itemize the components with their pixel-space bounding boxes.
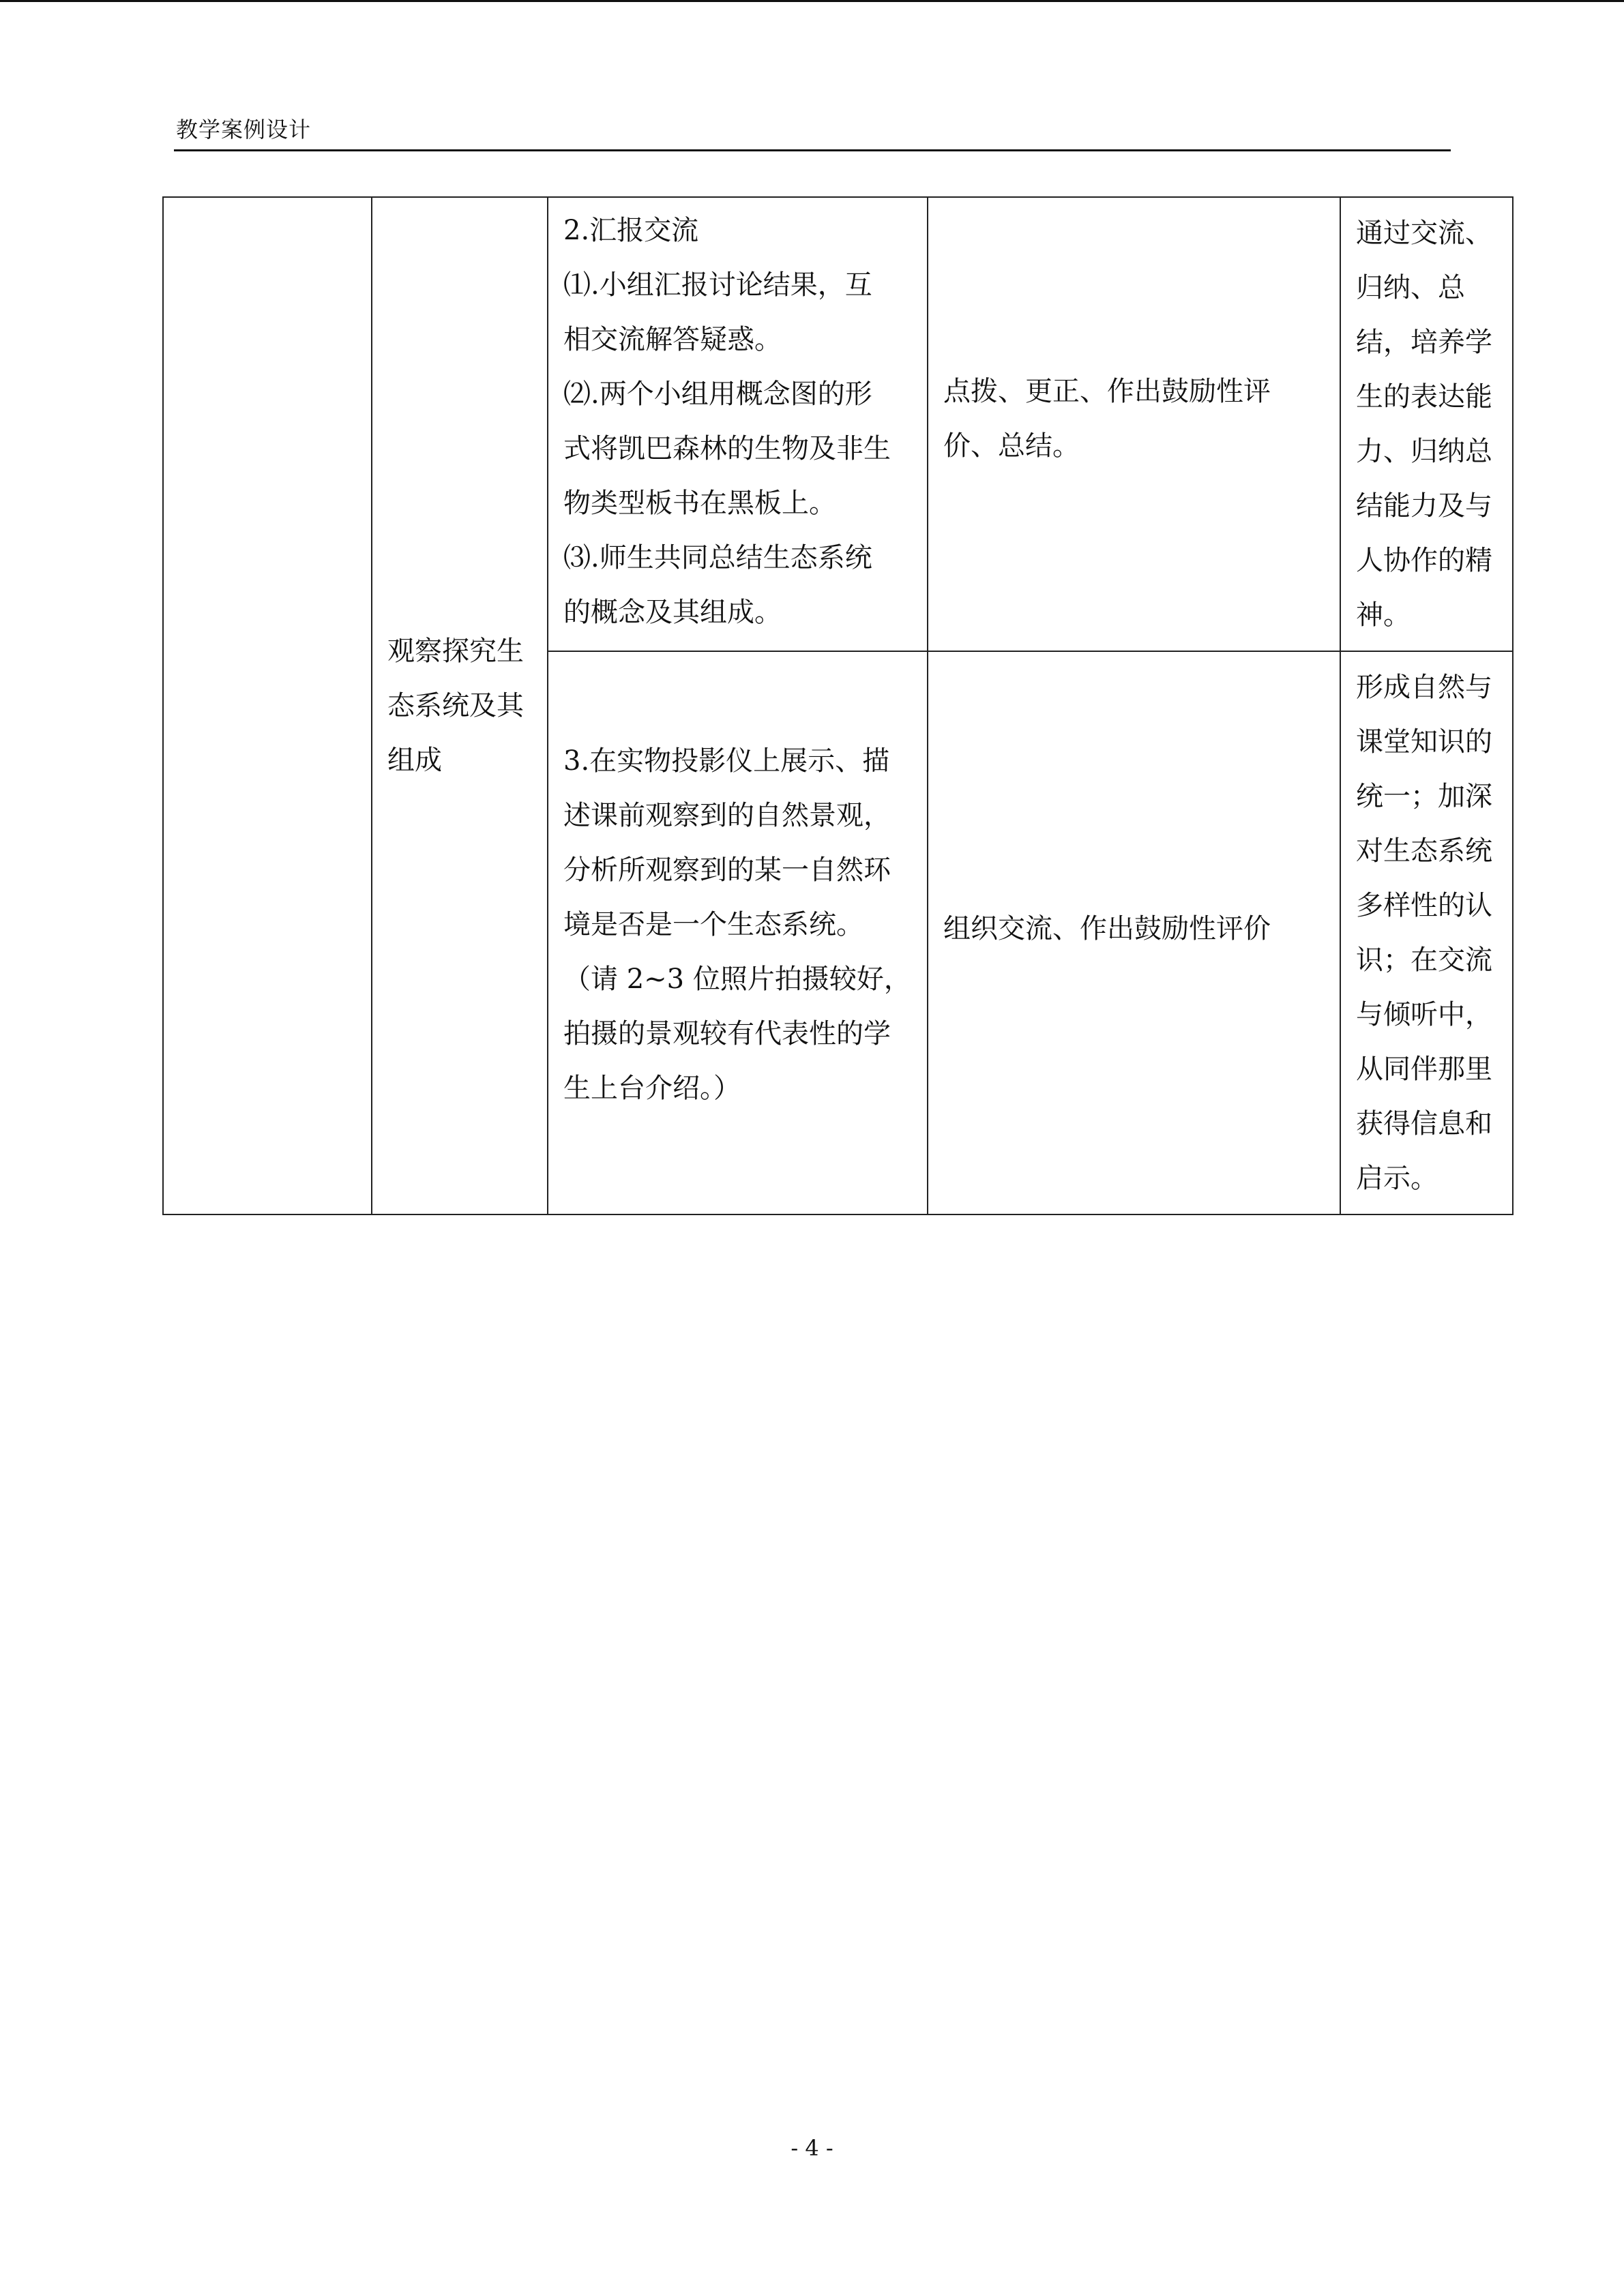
design-intent-line: 人协作的精: [1356, 545, 1492, 576]
student-activity-line: 分析所观察到的某一自然环: [563, 854, 891, 886]
lesson-plan-table: [162, 196, 1514, 1215]
stage-cell: [163, 197, 372, 1214]
design-intent-line: 获得信息和: [1356, 1108, 1492, 1139]
design-intent-line: 多样性的认: [1356, 890, 1492, 921]
student-activity-line: 生上台介绍。）: [563, 1073, 741, 1104]
page-number: - 4 -: [791, 2135, 833, 2161]
design-intent-line: 通过交流、: [1356, 218, 1492, 249]
design-intent-line: 结，培养学: [1356, 327, 1492, 358]
design-intent-line: 统一；加深: [1356, 781, 1492, 812]
design-intent-line: 识；在交流: [1356, 944, 1492, 976]
student-activity-line: 式将凯巴森林的生物及非生: [563, 433, 891, 464]
teacher-activity-line: 点拨、更正、作出鼓励性评: [943, 376, 1271, 407]
student-activity-line: 拍摄的景观较有代表性的学: [563, 1018, 891, 1049]
header-divider: [174, 149, 1451, 151]
design-intent-line: 启示。: [1356, 1163, 1438, 1194]
page-header-title: 教学案例设计: [176, 117, 312, 143]
design-intent-cell: [1340, 197, 1513, 651]
student-activity-line: 相交流解答疑惑。: [563, 324, 782, 355]
design-intent-line: 对生态系统: [1356, 835, 1492, 867]
topic-line: 组成: [387, 745, 442, 776]
design-intent-cell: [1340, 651, 1513, 1214]
design-intent-line: 从同伴那里: [1356, 1054, 1492, 1085]
student-activity-line: 境是否是一个生态系统。: [563, 909, 863, 940]
table-row: [163, 197, 1513, 651]
page-top-border: [0, 0, 1624, 2]
student-activity-line: ⑵.两个小组用概念图的形: [563, 378, 872, 410]
student-activity-line: 3.在实物投影仪上展示、描: [563, 745, 890, 777]
student-activity-line: ⑶.师生共同总结生态系统: [563, 542, 872, 573]
student-activity-line: 2.汇报交流: [563, 215, 699, 246]
teacher-activity-cell: [928, 651, 1340, 1214]
teacher-activity-line: 组织交流、作出鼓励性评价: [943, 913, 1271, 944]
student-activity-line: 物类型板书在黑板上。: [563, 488, 836, 519]
design-intent-line: 力、归纳总: [1356, 436, 1492, 467]
topic-cell: [372, 197, 548, 1214]
teacher-activity-line: 价、总结。: [943, 430, 1080, 462]
topic-line: 观察探究生: [387, 636, 524, 667]
design-intent-line: 与倾听中，: [1356, 999, 1492, 1030]
design-intent-line: 形成自然与: [1356, 672, 1492, 703]
stage-label: [164, 198, 371, 214]
student-activity-cell: [548, 651, 928, 1214]
design-intent-line: 归纳、总: [1356, 272, 1465, 303]
student-activity-line: （请 2~3 位照片拍摄较好，: [563, 964, 911, 995]
student-activity-line: ⑴.小组汇报讨论结果，互: [563, 269, 872, 301]
design-intent-line: 结能力及与: [1356, 490, 1492, 522]
student-activity-cell: [548, 197, 928, 651]
teacher-activity-cell: [928, 197, 1340, 651]
student-activity-line: 述课前观察到的自然景观，: [563, 800, 891, 831]
student-activity-line: 的概念及其组成。: [563, 597, 782, 628]
design-intent-line: 生的表达能: [1356, 381, 1492, 413]
design-intent-line: 神。: [1356, 599, 1411, 631]
topic-line: 态系统及其: [387, 690, 524, 721]
design-intent-line: 课堂知识的: [1356, 726, 1492, 758]
